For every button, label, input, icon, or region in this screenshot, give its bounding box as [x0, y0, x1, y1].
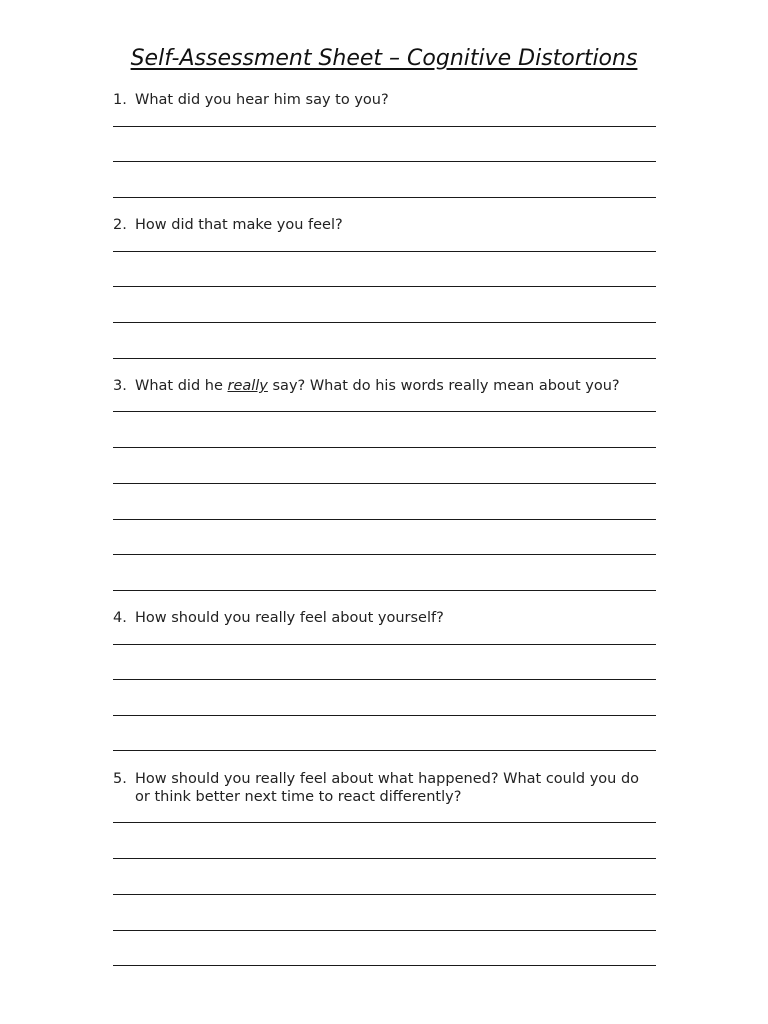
answer-line[interactable] — [113, 590, 656, 591]
question-number: 3. — [113, 378, 127, 394]
answer-line[interactable] — [113, 322, 656, 323]
answer-line[interactable] — [113, 894, 656, 895]
question-text: How should you really feel about yourself? — [135, 610, 444, 626]
answer-line[interactable] — [113, 358, 656, 359]
question-number: 2. — [113, 217, 127, 233]
answer-line[interactable] — [113, 965, 656, 966]
answer-line[interactable] — [113, 197, 656, 198]
answer-line[interactable] — [113, 251, 656, 252]
question-text: What did you hear him say to you? — [135, 92, 389, 108]
answer-line[interactable] — [113, 519, 656, 520]
answer-line[interactable] — [113, 930, 656, 931]
answer-line[interactable] — [113, 161, 656, 162]
answer-line[interactable] — [113, 411, 656, 412]
question-number: 4. — [113, 610, 127, 626]
answer-line[interactable] — [113, 644, 656, 645]
question-1 — [113, 91, 658, 109]
answer-line[interactable] — [113, 858, 656, 859]
question-text-before: What did he — [135, 378, 228, 394]
question-2 — [113, 216, 658, 234]
question-text — [135, 377, 658, 395]
question-4 — [113, 609, 658, 627]
question-5 — [113, 770, 643, 806]
answer-line[interactable] — [113, 483, 656, 484]
answer-line[interactable] — [113, 126, 656, 127]
question-number: 5. — [113, 771, 127, 787]
answer-line[interactable] — [113, 679, 656, 680]
emphasized-word: really — [227, 378, 268, 394]
answer-line[interactable] — [113, 715, 656, 716]
question-text: How did that make you feel? — [135, 217, 343, 233]
answer-line[interactable] — [113, 286, 656, 287]
question-3 — [113, 377, 658, 395]
question-text-after: say? What do his words really mean about you? — [267, 378, 620, 394]
answer-line[interactable] — [113, 750, 656, 751]
question-text: How should you really feel about what happened? What could you do or think better next time to react differently? — [135, 771, 640, 805]
answer-line[interactable] — [113, 554, 656, 555]
answer-line[interactable] — [113, 822, 656, 823]
answer-line[interactable] — [113, 447, 656, 448]
page-title: Self-Assessment Sheet – Cognitive Distortions — [130, 46, 638, 71]
question-number: 1. — [113, 92, 127, 108]
